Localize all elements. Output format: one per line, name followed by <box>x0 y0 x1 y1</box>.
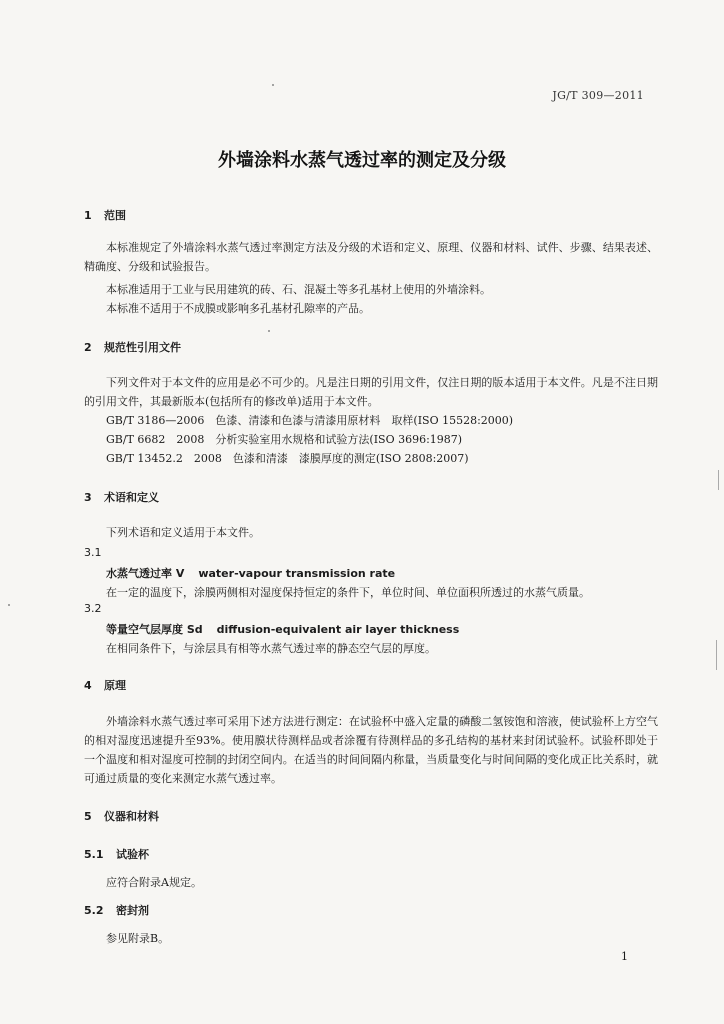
reference-1: GB/T 3186—2006 色漆、清漆和色漆与清漆用原材料 取样(ISO 15528:2000) <box>106 414 514 427</box>
clause-5-1-text: 应符合附录A规定。 <box>106 876 202 889</box>
section-number: 3 <box>84 491 92 504</box>
clause-number: 5.1 <box>84 848 104 861</box>
clause-number: 5.2 <box>84 904 104 917</box>
page-number: 1 <box>621 950 628 963</box>
clause-title: 密封剂 <box>116 904 149 917</box>
section-1-paragraph-3: 本标准不适用于不成膜或影响多孔基材孔隙率的产品。 <box>106 302 370 315</box>
term-3-2-definition: 在相同条件下，与涂层具有相等水蒸气透过率的静态空气层的厚度。 <box>106 642 436 655</box>
clause-5-2-heading <box>84 902 149 918</box>
standard-code: JG/T 309—2011 <box>552 89 644 102</box>
section-title: 规范性引用文件 <box>104 341 181 354</box>
section-1-heading <box>84 207 126 223</box>
term-cn: 水蒸气透过率 V <box>106 567 185 580</box>
section-number: 1 <box>84 209 92 222</box>
section-title: 范围 <box>104 209 126 222</box>
term-3-1-number: 3.1 <box>84 546 102 559</box>
term-en: diffusion-equivalent air layer thickness <box>216 623 460 636</box>
section-3-heading <box>84 489 159 505</box>
section-title: 术语和定义 <box>104 491 159 504</box>
page-title: 外墙涂料水蒸气透过率的测定及分级 <box>218 150 506 171</box>
section-3-intro: 下列术语和定义适用于本文件。 <box>106 526 260 539</box>
term-3-2-number: 3.2 <box>84 602 102 615</box>
section-2-heading <box>84 339 181 355</box>
clause-5-2-text: 参见附录B。 <box>106 932 170 945</box>
section-number: 2 <box>84 341 92 354</box>
reference-3: GB/T 13452.2 2008 色漆和清漆 漆膜厚度的测定(ISO 2808:2007) <box>106 452 469 465</box>
term-en: water-vapour transmission rate <box>198 567 396 580</box>
term-3-1-heading <box>106 565 395 581</box>
section-1-paragraph-1: 本标准规定了外墙涂料水蒸气透过率测定方法及分级的术语和定义、原理、仪器和材料、试件、步骤、结果表述、精确度、分级和试验报告。 <box>84 241 658 273</box>
scan-edge-mark <box>718 470 719 490</box>
section-1-paragraph-2: 本标准适用于工业与民用建筑的砖、石、混凝土等多孔基材上使用的外墙涂料。 <box>106 283 491 296</box>
section-number: 4 <box>84 679 92 692</box>
section-5-heading <box>84 808 159 824</box>
reference-2: GB/T 6682 2008 分析实验室用水规格和试验方法(ISO 3696:1987) <box>106 433 463 446</box>
term-cn: 等量空气层厚度 Sd <box>106 623 203 636</box>
clause-title: 试验杯 <box>116 848 149 861</box>
scan-edge-mark <box>716 640 717 670</box>
scan-speck <box>272 84 274 86</box>
section-2-paragraph-1: 下列文件对于本文件的应用是必不可少的。凡是注日期的引用文件，仅注日期的版本适用于本文件。凡是不注日期的引用文件，其最新版本(包括所有的修改单)适用于本文件。 <box>84 376 658 408</box>
scan-speck <box>268 330 270 332</box>
section-title: 原理 <box>104 679 126 692</box>
scan-speck <box>8 604 10 606</box>
section-number: 5 <box>84 810 92 823</box>
section-title: 仪器和材料 <box>104 810 159 823</box>
section-4-paragraph-1: 外墙涂料水蒸气透过率可采用下述方法进行测定：在试验杯中盛入定量的磷酸二氢铵饱和溶液，使试验杯上方空气的相对湿度迅速提升至93%。使用膜状待测样品或者涂覆有待测样品的多孔结构的基材来封闭试验杯。试验杯即处于一个温度和相对湿度可控制的封闭空间内。在适当的时间间隔内称量，当质量变化与时间间隔的变化成正比关系时，就可通过质量的变化来测定水蒸气透过率。 <box>84 715 658 785</box>
term-3-1-definition: 在一定的温度下，涂膜两侧相对湿度保持恒定的条件下，单位时间、单位面积所透过的水蒸气质量。 <box>106 586 590 599</box>
term-3-2-heading <box>106 621 459 637</box>
clause-5-1-heading <box>84 846 149 862</box>
section-4-heading <box>84 677 126 693</box>
